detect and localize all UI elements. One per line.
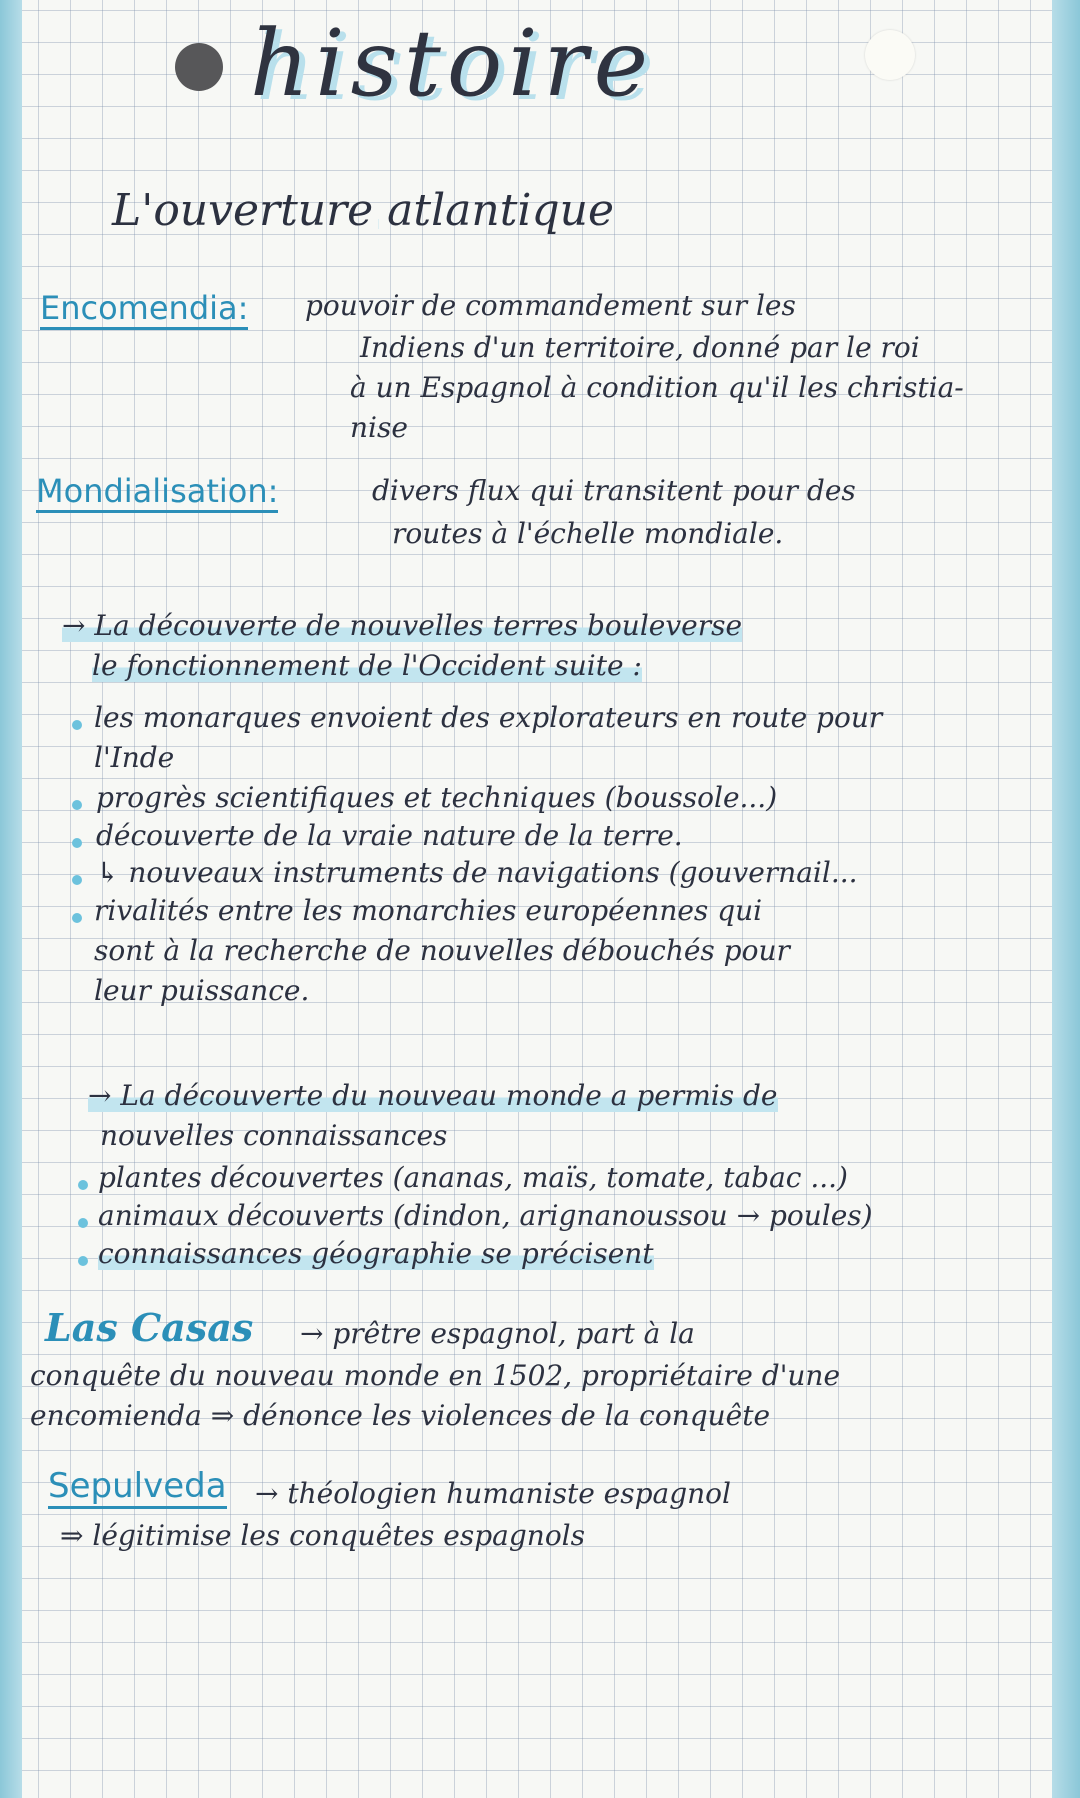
list-item: plantes découvertes (ananas, maïs, tomate, tabac ...) — [98, 1161, 848, 1194]
section1-intro-line: → La découverte de nouvelles terres bouleverse — [62, 609, 743, 642]
list-item: les monarques envoient des explorateurs en route pour — [94, 701, 883, 734]
binder-hole-right — [865, 30, 915, 80]
binder-hole-left — [175, 43, 223, 91]
person-name-sepulveda: Sepulveda — [48, 1470, 227, 1504]
bullet-dot — [72, 800, 82, 810]
list-item: connaissances géographie se précisent — [98, 1237, 654, 1270]
bullet-dot — [78, 1180, 88, 1190]
definition-line: divers flux qui transitent pour des — [372, 474, 856, 507]
person-description-line: → théologien humaniste espagnol — [255, 1477, 731, 1510]
bullet-dot — [72, 838, 82, 848]
section1-intro-line: le fonctionnement de l'Occident suite : — [92, 649, 642, 682]
definition-term-encomendia: Encomendia: — [40, 292, 248, 326]
definition-line: Indiens d'un territoire, donné par le roi — [360, 331, 920, 364]
list-item: découverte de la vraie nature de la terre. — [96, 819, 683, 852]
person-name-las-casas: Las Casas — [45, 1305, 254, 1350]
definition-line: routes à l'échelle mondiale. — [392, 517, 784, 550]
right-margin-strip — [1052, 0, 1080, 1798]
list-item: ↳ nouveaux instruments de navigations (gouvernail... — [96, 856, 858, 889]
left-margin-strip — [0, 0, 22, 1798]
page-title: histoire — [250, 10, 655, 117]
bullet-dot — [78, 1256, 88, 1266]
person-description-line: conquête du nouveau monde en 1502, propriétaire d'une — [30, 1359, 841, 1392]
list-item: leur puissance. — [94, 974, 310, 1007]
person-description-line: encomienda ⇒ dénonce les violences de la conquête — [30, 1399, 771, 1432]
list-item: sont à la recherche de nouvelles débouchés pour — [94, 934, 790, 967]
definition-line: à un Espagnol à condition qu'il les christia- — [350, 371, 964, 404]
list-item: progrès scientifiques et techniques (boussole...) — [96, 781, 778, 814]
person-description-line: ⇒ légitimise les conquêtes espagnols — [60, 1519, 585, 1552]
bullet-dot — [72, 913, 82, 923]
definition-term-mondialisation: Mondialisation: — [36, 475, 278, 509]
bullet-dot — [72, 720, 82, 730]
bullet-dot — [72, 875, 82, 885]
person-description-line: → prêtre espagnol, part à la — [300, 1317, 695, 1350]
bullet-dot — [78, 1218, 88, 1228]
definition-line: nise — [350, 411, 408, 444]
definition-line: pouvoir de commandement sur les — [305, 289, 796, 322]
section2-intro-line: nouvelles connaissances — [100, 1119, 448, 1152]
list-item: rivalités entre les monarchies européennes qui — [94, 894, 763, 927]
list-item: l'Inde — [94, 741, 175, 774]
list-item: animaux découverts (dindon, arignanoussou → poules) — [98, 1199, 873, 1232]
section2-intro-line: → La découverte du nouveau monde a permis de — [88, 1079, 778, 1112]
page-subtitle: L'ouverture atlantique — [112, 185, 615, 236]
